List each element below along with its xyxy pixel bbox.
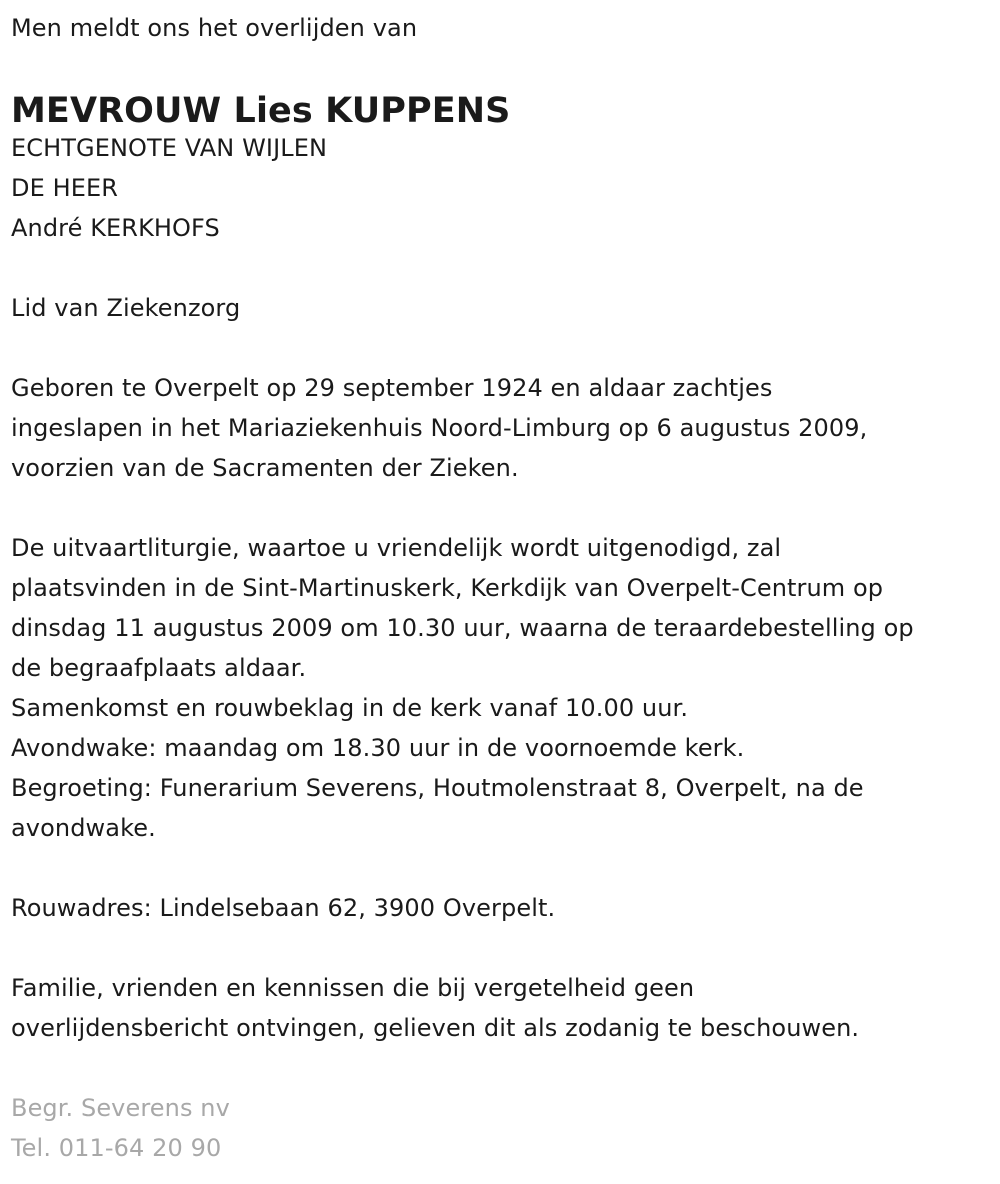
family-paragraph	[11, 968, 1000, 1048]
family-line: overlijdensbericht ontvingen, gelieven dit als zodanig te beschouwen.	[11, 1014, 860, 1042]
funeral-line: De uitvaartliturgie, waartoe u vriendelijk wordt uitgenodigd, zal	[11, 534, 782, 562]
birth-line: ingeslapen in het Mariaziekenhuis Noord-Limburg op 6 augustus 2009,	[11, 414, 868, 442]
greeting-line: Begroeting: Funerarium Severens, Houtmolenstraat 8, Overpelt, na de	[11, 774, 864, 802]
undertaker-phone: Tel. 011-64 20 90	[11, 1134, 222, 1162]
deceased-name: MEVROUW Lies KUPPENS	[11, 91, 511, 131]
greeting-line: avondwake.	[11, 814, 156, 842]
gathering-line: Samenkomst en rouwbeklag in de kerk vanaf 10.00 uur.	[11, 694, 689, 722]
family-line: Familie, vrienden en kennissen die bij vergetelheid geen	[11, 974, 695, 1002]
wake-line: Avondwake: maandag om 18.30 uur in de voornoemde kerk.	[11, 734, 745, 762]
birth-line: Geboren te Overpelt op 29 september 1924 en aldaar zachtjes	[11, 374, 773, 402]
funeral-line: plaatsvinden in de Sint-Martinuskerk, Kerkdijk van Overpelt-Centrum op	[11, 574, 884, 602]
funeral-line: de begraafplaats aldaar.	[11, 654, 307, 682]
intro-text: Men meldt ons het overlijden van	[11, 14, 418, 42]
funeral-line: dinsdag 11 augustus 2009 om 10.30 uur, waarna de teraardebestelling op	[11, 614, 914, 642]
spouse-name: André KERKHOFS	[11, 214, 220, 242]
spouse-block	[11, 128, 1000, 248]
spouse-line: ECHTGENOTE VAN WIJLEN	[11, 134, 328, 162]
mourning-address: Rouwadres: Lindelsebaan 62, 3900 Overpelt.	[11, 894, 556, 922]
birth-paragraph	[11, 368, 1000, 488]
funeral-paragraph	[11, 528, 1000, 848]
spouse-line: DE HEER	[11, 174, 119, 202]
birth-line: voorzien van de Sacramenten der Zieken.	[11, 454, 519, 482]
undertaker-name: Begr. Severens nv	[11, 1094, 230, 1122]
membership-text: Lid van Ziekenzorg	[11, 294, 241, 322]
footer	[11, 1088, 1000, 1168]
